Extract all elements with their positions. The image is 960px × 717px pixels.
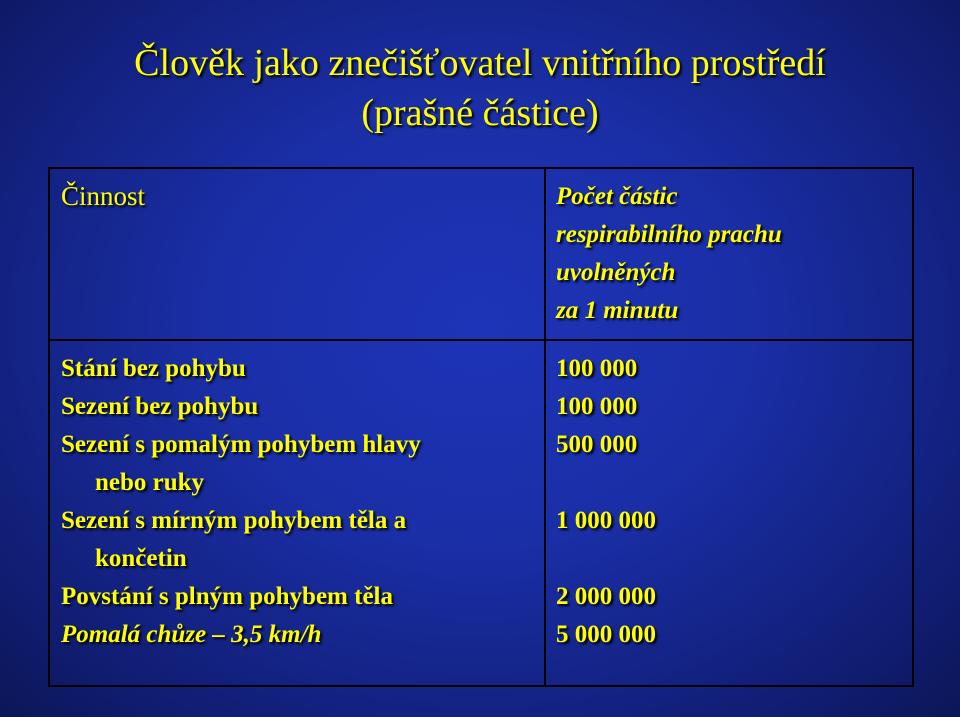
header-activity: Činnost xyxy=(61,181,146,211)
activity-sitting: Sezení bez pohybu xyxy=(61,393,259,420)
count-standing-up: 2 000 000 xyxy=(556,583,656,610)
table-header-row xyxy=(49,168,913,340)
activities-cell xyxy=(49,340,545,686)
count-spacer xyxy=(556,540,912,578)
header-count-cell xyxy=(545,168,913,340)
activity-sitting-slow-head-cont: nebo ruky xyxy=(95,469,205,496)
count-sitting: 100 000 xyxy=(556,393,638,420)
header-count-line: Počet částic xyxy=(556,183,678,210)
activity-sitting-slow-head: Sezení s pomalým pohybem hlavy xyxy=(61,431,421,458)
table-body-row xyxy=(49,340,913,686)
slide-title-line2: (prašné částice) xyxy=(361,92,599,134)
activity-standing-up: Povstání s plným pohybem těla xyxy=(61,583,393,610)
header-count-line: za 1 minutu xyxy=(556,297,679,324)
count-standing: 100 000 xyxy=(556,355,638,382)
count-spacer xyxy=(556,464,912,502)
header-count-line: respirabilního prachu xyxy=(556,221,782,248)
counts-cell xyxy=(545,340,913,686)
activity-sitting-moderate-cont: končetin xyxy=(95,545,187,572)
count-sitting-slow-head: 500 000 xyxy=(556,431,638,458)
slide-title-line1: Člověk jako znečišťovatel vnitřního prostředí xyxy=(134,42,826,84)
count-sitting-moderate: 1 000 000 xyxy=(556,507,656,534)
particle-table xyxy=(48,167,914,687)
header-count-line: uvolněných xyxy=(556,259,676,286)
activity-slow-walk: Pomalá chůze – 3,5 km/h xyxy=(61,621,322,648)
activity-standing: Stání bez pohybu xyxy=(61,355,246,382)
slide-title xyxy=(0,38,960,138)
count-slow-walk: 5 000 000 xyxy=(556,621,656,648)
header-activity-cell xyxy=(49,168,545,340)
activity-sitting-moderate: Sezení s mírným pohybem těla a xyxy=(61,507,407,534)
